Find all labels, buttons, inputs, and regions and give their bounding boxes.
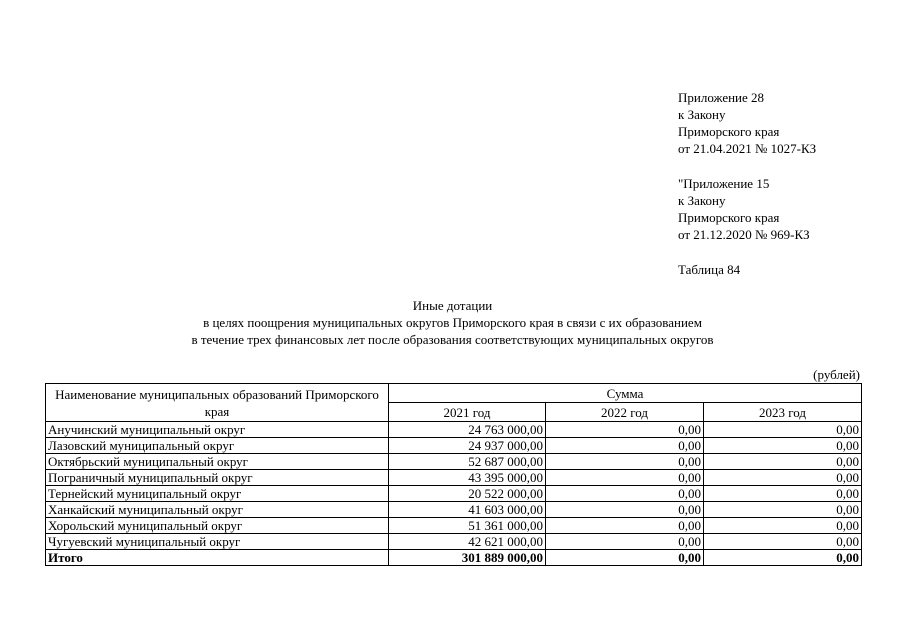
appendix-2-line: Приморского края [678,210,780,225]
appendix-1-line: Приморского края [678,124,780,139]
table-row [46,518,862,534]
row-name: Лазовский муниципальный округ [46,438,389,454]
total-2022: 0,00 [546,550,704,566]
row-2022: 0,00 [546,454,704,470]
row-name: Анучинский муниципальный округ [46,422,389,438]
row-2023: 0,00 [704,438,862,454]
table-row [46,534,862,550]
title-line: в течение трех финансовых лет после образования соответствующих муниципальных округов [191,332,714,347]
table-row [46,438,862,454]
row-2021: 41 603 000,00 [389,502,546,518]
row-2022: 0,00 [546,486,704,502]
row-2021: 24 763 000,00 [389,422,546,438]
table-header-row [46,384,862,403]
appendix-2-line: к Закону [678,193,726,208]
row-2022: 0,00 [546,422,704,438]
document-title [0,297,905,348]
row-2022: 0,00 [546,470,704,486]
appendix-2-line: "Приложение 15 [678,176,770,191]
row-2021: 20 522 000,00 [389,486,546,502]
row-2021: 51 361 000,00 [389,518,546,534]
row-2022: 0,00 [546,534,704,550]
appendix-2-line: от 21.12.2020 № 969-КЗ [678,227,810,242]
appendix-1-line: к Закону [678,107,726,122]
row-2023: 0,00 [704,422,862,438]
header-year-2021: 2021 год [389,403,546,422]
row-2021: 24 937 000,00 [389,438,546,454]
subsidies-table [45,383,862,566]
header-year-2023: 2023 год [704,403,862,422]
row-name: Хорольский муниципальный округ [46,518,389,534]
row-2023: 0,00 [704,502,862,518]
total-name: Итого [46,550,389,566]
row-2022: 0,00 [546,438,704,454]
row-2021: 42 621 000,00 [389,534,546,550]
row-2021: 52 687 000,00 [389,454,546,470]
appendix-1-line: от 21.04.2021 № 1027-КЗ [678,141,817,156]
table-row [46,486,862,502]
row-2023: 0,00 [704,534,862,550]
title-line: в целях поощрения муниципальных округов Приморского края в связи с их образованием [203,315,702,330]
table-row [46,422,862,438]
table-number: Таблица 84 [678,262,741,277]
row-2023: 0,00 [704,486,862,502]
header-year-2022: 2022 год [546,403,704,422]
row-2022: 0,00 [546,502,704,518]
row-name: Октябрьский муниципальный округ [46,454,389,470]
title-line: Иные дотации [412,298,493,313]
appendix-1-block [678,89,816,157]
total-2023: 0,00 [704,550,862,566]
appendix-1-line: Приложение 28 [678,90,765,105]
row-name: Чугуевский муниципальный округ [46,534,389,550]
header-name-cell: Наименование муниципальных образований Приморского края [46,384,389,422]
table-row [46,470,862,486]
row-2022: 0,00 [546,518,704,534]
total-2021: 301 889 000,00 [389,550,546,566]
units-label: (рублей) [813,367,860,382]
row-name: Пограничный муниципальный округ [46,470,389,486]
table-total-row [46,550,862,566]
row-2023: 0,00 [704,518,862,534]
row-2021: 43 395 000,00 [389,470,546,486]
row-2023: 0,00 [704,454,862,470]
table-row [46,502,862,518]
appendix-2-block [678,175,810,243]
row-2023: 0,00 [704,470,862,486]
header-sum-cell: Сумма [389,384,862,403]
row-name: Тернейский муниципальный округ [46,486,389,502]
row-name: Ханкайский муниципальный округ [46,502,389,518]
table-row [46,454,862,470]
